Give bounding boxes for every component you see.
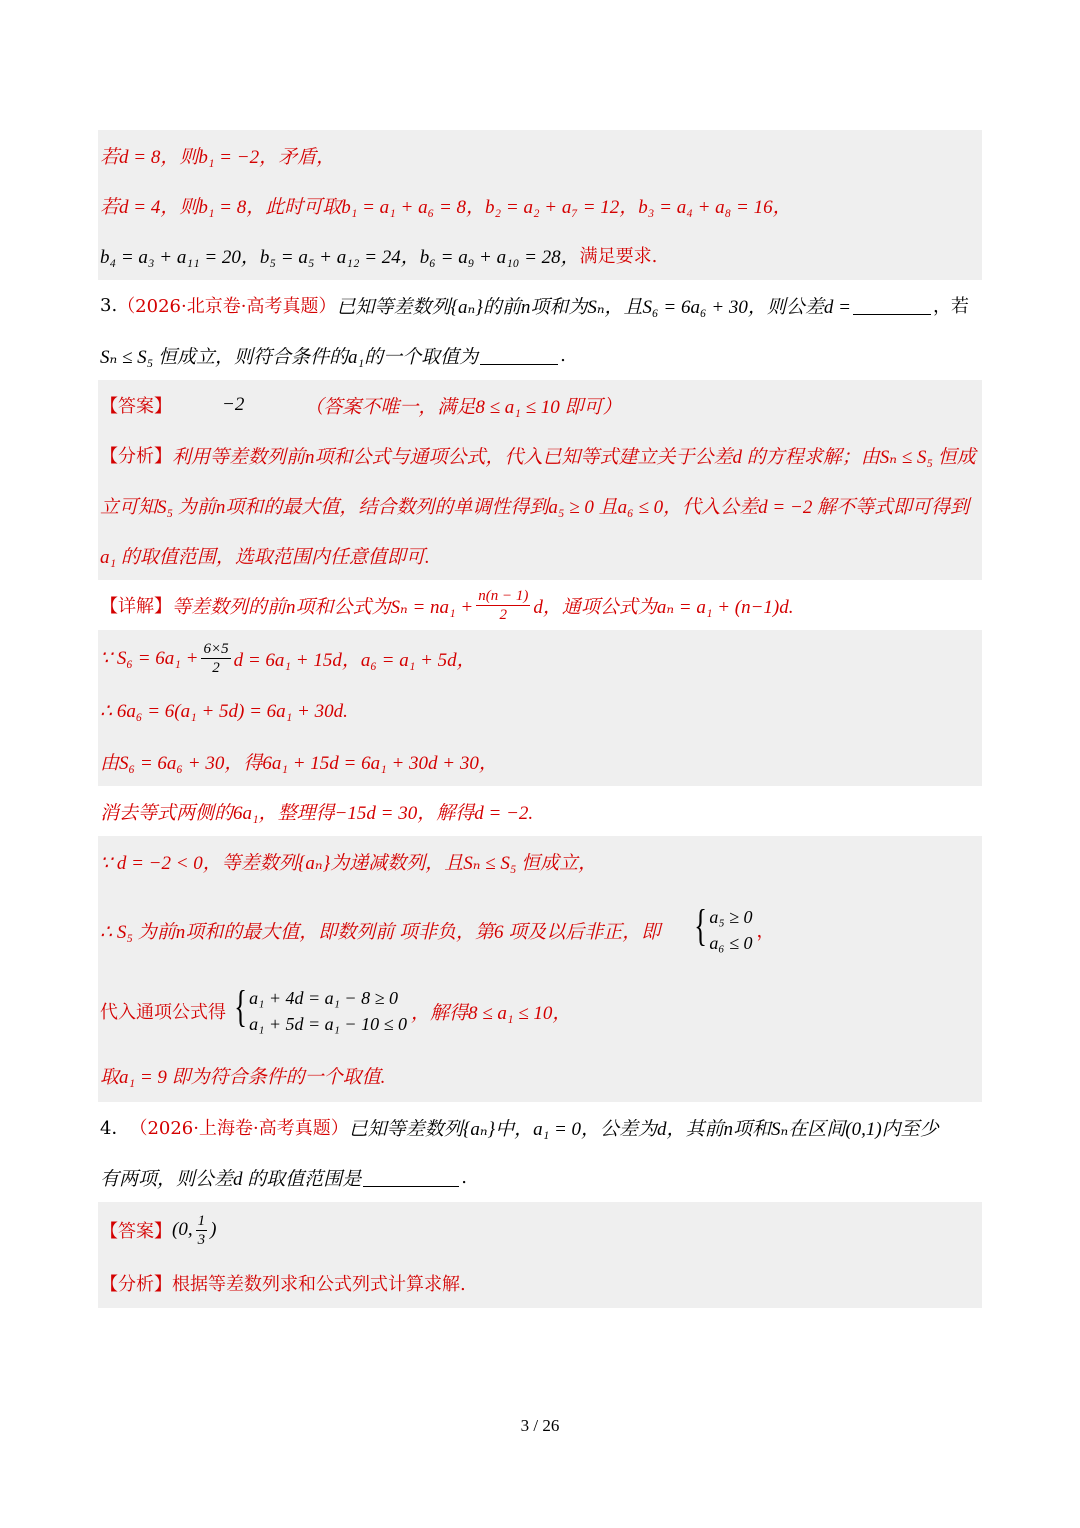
detail-tag: 【详解】 bbox=[100, 596, 172, 617]
answer-value: −2 bbox=[222, 394, 245, 415]
question-4-line-1 bbox=[98, 1102, 982, 1152]
fraction: $\frac{6\times 5}{2}$ bbox=[203, 640, 229, 676]
question-4-line-2: 有两项，则公差d 的取值范围是 . bbox=[100, 1166, 467, 1190]
question-source: （2026·北京卷·高考真题） bbox=[117, 296, 337, 317]
question-source: （2026·上海卷·高考真题） bbox=[129, 1118, 349, 1139]
detail-line: ∵ S₆ = 6a₁ + $\frac{6\times 5}{2}$ d = 6a₁ + 15d，a₆ = a₁ + 5d， bbox=[98, 630, 982, 686]
analysis-line: a₁ 的取值范围，选取范围内任意值即可. bbox=[98, 530, 982, 580]
document-body bbox=[98, 130, 982, 1308]
question-3-line-2: Sₙ ≤ S₅ 恒成立，则符合条件的a₁的一个取值为 . bbox=[100, 344, 566, 368]
solution-line: b₄ = a₃ + a₁₁ = 20，b₅ = a₅ + a₁₂ = 24，b₆ = a₉ + a₁₀ = 28， 满足要求. bbox=[98, 230, 982, 280]
question-text: 已知等差数列{aₙ}的前n项和为Sₙ，且S₆ = 6a₆ + 30，则公差d = bbox=[336, 296, 851, 318]
question-3-line-1: 3. （2026·北京卷·高考真题） 已知等差数列{aₙ}的前n项和为Sₙ，且S₆ = 6a₆ + 30，则公差d = ，若 bbox=[98, 280, 982, 330]
answer-line bbox=[98, 380, 982, 430]
solution-line: 若d = 4，则b₁ = 8，此时可取b₁ = a₁ + a₆ = 8，b₂ = a₂ + a₇ = 12，b₃ = a₄ + a₈ = 16， bbox=[98, 180, 982, 230]
analysis-line: 立可知S₅ 为前n项和的最大值，结合数列的单调性得到a₅ ≥ 0 且a₆ ≤ 0，代入公差d = −2 解不等式即可得到 bbox=[98, 480, 982, 530]
inequality-system: { a₅ ≥ 0 a₆ ≤ 0 bbox=[694, 901, 753, 953]
analysis-line: 【分析】 利用等差数列前n项和公式与通项公式，代入已知等式建立关于公差d 的方程求解；由Sₙ ≤ S₅ 恒成 bbox=[98, 430, 982, 480]
answer-tag: 【答案】 bbox=[100, 396, 172, 417]
answer-tag: 【答案】 bbox=[100, 1221, 172, 1242]
question-number: 4． bbox=[100, 1118, 130, 1139]
fraction: $\frac{n(n - 1)}{2}$ bbox=[478, 587, 529, 623]
detail-line: ∴ S₅ 为前n项和的最大值，即数列前 项非负，第6 项及以后非正，即 { a₅ ≥ 0 a₆ ≤ 0 ， bbox=[98, 886, 982, 974]
detail-line: 取a₁ = 9 即为符合条件的一个取值. bbox=[98, 1048, 982, 1102]
question-text: 已知等差数列{aₙ}中，a₁ = 0，公差为d，其前n项和Sₙ在区间(0,1)内至少 bbox=[348, 1118, 939, 1140]
detail-line: 代入通项公式得 { a₁ + 4d = a₁ − 8 ≥ 0 a₁ + 5d = a₁ − 10 ≤ 0 ，解得8 ≤ a₁ ≤ 10， bbox=[98, 974, 982, 1048]
answer-blank bbox=[853, 296, 931, 315]
analysis-tag: 【分析】 bbox=[100, 1274, 172, 1295]
answer-blank bbox=[363, 1168, 459, 1187]
detail-line: 由S₆ = 6a₆ + 30，得6a₁ + 15d = 6a₁ + 30d + 30， bbox=[98, 736, 982, 786]
detail-line: ∴ 6a₆ = 6(a₁ + 5d) = 6a₁ + 30d. bbox=[98, 686, 982, 736]
detail-line: 【详解】 等差数列的前n项和公式为Sₙ = na₁ + $\frac{n(n - 1)}{2}$ d，通项公式为aₙ = a₁ + (n−1)d. bbox=[100, 587, 794, 623]
question-number: 3. bbox=[100, 294, 118, 316]
page-number: 3 / 26 bbox=[520, 1416, 560, 1435]
analysis-line: 【分析】 根据等差数列求和公式列式计算求解. bbox=[98, 1258, 982, 1308]
answer-line: 【答案】 (0, $\frac{1}{3}$ ) bbox=[98, 1202, 982, 1258]
answer-note: （答案不唯一，满足8 ≤ a₁ ≤ 10 即可） bbox=[304, 396, 622, 418]
fraction: $\frac{1}{3}$ bbox=[197, 1212, 206, 1248]
analysis-tag: 【分析】 bbox=[100, 446, 172, 467]
detail-line: 消去等式两侧的6a₁，整理得−15d = 30，解得d = −2. bbox=[100, 802, 534, 824]
inequality-system: { a₁ + 4d = a₁ − 8 ≥ 0 a₁ + 5d = a₁ − 10 ≤ 0 bbox=[234, 982, 407, 1034]
answer-blank bbox=[480, 346, 558, 365]
solution-line: 若d = 8，则b₁ = −2，矛盾， bbox=[98, 130, 982, 180]
detail-line: ∵ d = −2 < 0，等差数列{aₙ}为递减数列，且Sₙ ≤ S₅ 恒成立， bbox=[98, 836, 982, 886]
